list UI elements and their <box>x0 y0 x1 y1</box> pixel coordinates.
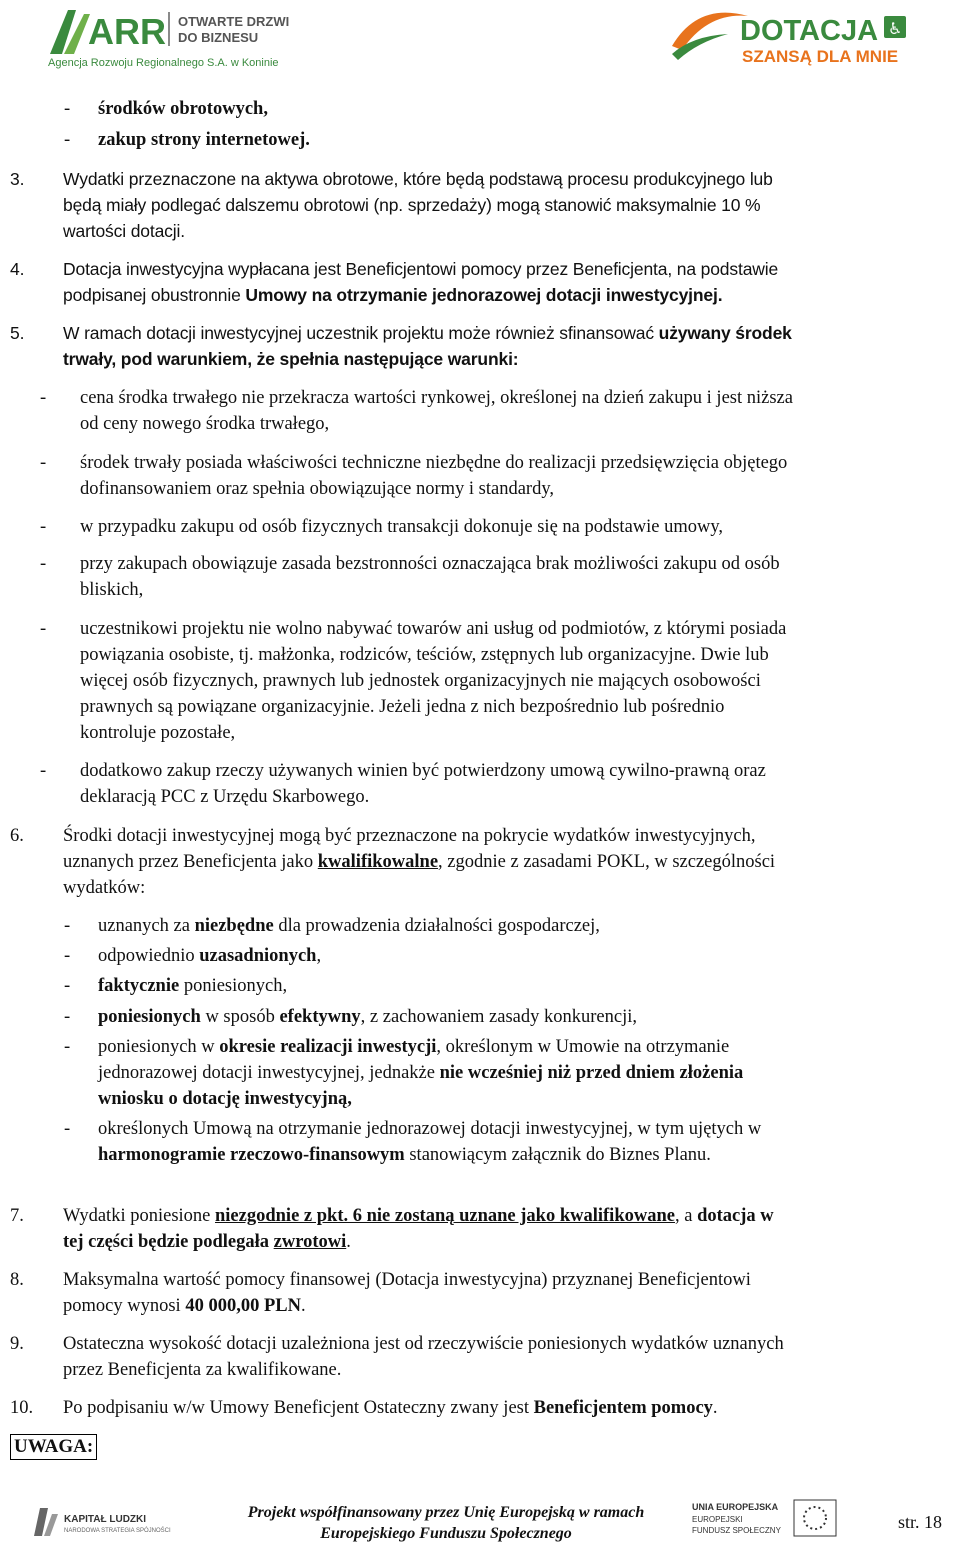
page-number: str. 18 <box>897 1512 942 1532</box>
page-footer <box>0 1490 960 1547</box>
kl-title: KAPITAŁ LUDZKI <box>64 1514 147 1525</box>
arr-line2: DO BIZNESU <box>178 30 259 45</box>
list-item: - zakup strony internetowej. <box>64 130 310 150</box>
arr-mark: ARR <box>88 11 166 52</box>
eu-line2: EUROPEJSKI <box>692 1515 743 1524</box>
dotacja-logo <box>668 6 924 68</box>
list-item: - środków obrotowych, <box>64 99 268 119</box>
kl-sub: NARODOWA STRATEGIA SPÓJNOŚCI <box>64 1528 171 1534</box>
arr-agency: Agencja Rozwoju Regionalnego S.A. w Koninie <box>48 57 279 69</box>
arr-line1: OTWARTE DRZWI <box>178 14 290 29</box>
eu-logo <box>690 1498 840 1540</box>
dotacja-line2: SZANSĄ DLA MNIE <box>742 47 899 66</box>
uwaga-label: UWAGA: <box>10 1434 97 1460</box>
arr-logo <box>44 4 344 70</box>
eu-line1: UNIA EUROPEJSKA <box>692 1502 779 1512</box>
svg-text:♿: ♿ <box>888 19 903 38</box>
page-header <box>0 0 960 80</box>
footer-text: Projekt współfinansowany przez Unię Europejską w ramach Europejskiego Funduszu Społecznego <box>247 1504 645 1542</box>
eu-line3: FUNDUSZ SPOŁECZNY <box>692 1526 781 1535</box>
dotacja-line1: DOTACJA <box>740 15 879 47</box>
kapital-ludzki-logo <box>30 1502 171 1538</box>
eu-flag-icon <box>794 1500 836 1536</box>
